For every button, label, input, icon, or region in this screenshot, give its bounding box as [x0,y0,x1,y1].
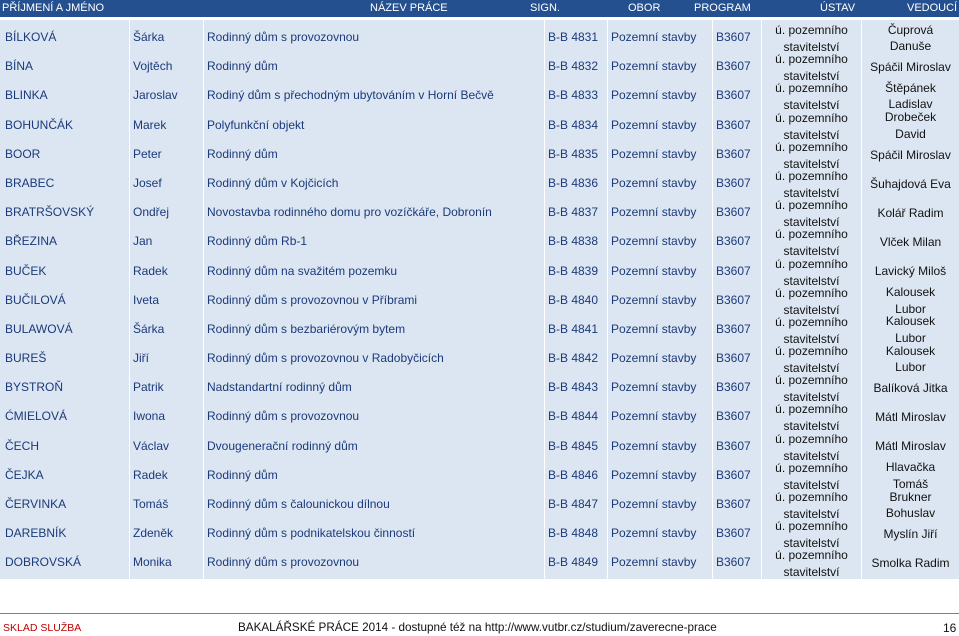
thesis-title-text: Rodinný dům s provozovnou v Radobyčicích [207,351,444,366]
department-text: ú. pozemního stavitelství [775,198,848,230]
thesis-title-text: Rodiný dům s přechodným ubytováním v Horní Bečvě [207,88,494,103]
study-program-text: B3607 [716,146,751,161]
study-program-text: B3607 [716,380,751,395]
study-program-text: B3607 [716,292,751,307]
surname-text: ČECH [5,438,40,453]
department-cell [762,487,862,522]
table-row [0,341,959,376]
field-of-study-text: Pozemní stavby [611,117,697,132]
department-text: ú. pozemního stavitelství [775,81,848,113]
table-row [0,487,959,521]
table-row [0,458,959,492]
field-of-study-text: Pozemní stavby [611,146,697,161]
department-text: ú. pozemního stavitelství [775,490,848,521]
department-cell [762,166,862,201]
signature-text: B-B 4834 [548,117,599,132]
table-row [0,224,959,259]
table-row [0,370,959,405]
supervisor-text: Kolář Radim [877,205,944,220]
department-text: ú. pozemního stavitelství [775,139,848,171]
department-cell [762,312,862,347]
field-of-study-text: Pozemní stavby [611,467,697,482]
supervisor-cell [862,487,959,522]
department-text: ú. pozemního stavitelství [775,314,848,346]
header-signature-column: SIGN. [530,2,560,14]
supervisor-text: Spáčil Miroslav [870,59,951,74]
surname-text: ČEJKA [5,467,44,482]
department-text: ú. pozemního stavitelství [775,460,848,492]
department-cell [762,108,862,143]
supervisor-text: Kalousek Lubor [885,343,936,375]
thesis-title-text: Rodinný dům v Kojčicích [207,175,339,190]
department-cell [762,516,862,551]
field-of-study-text: Pozemní stavby [611,59,697,74]
signature-text: B-B 4836 [548,175,599,190]
first-name-text: Jan [133,234,153,249]
department-text: ú. pozemního stavitelství [775,52,848,84]
supervisor-cell [862,545,959,580]
study-program-text: B3607 [716,263,751,278]
supervisor-cell [862,341,959,376]
supervisor-text: Mátl Miroslav [875,410,946,425]
table-row [0,20,959,54]
first-name-text: Šárka [133,30,165,44]
department-cell [762,341,862,376]
thesis-title-text: Rodinný dům Rb-1 [207,234,308,249]
department-text: ú. pozemního stavitelství [775,285,848,317]
thesis-title-text: Novostavba rodinného domu pro vozíčkáře, Dobronín [207,205,492,220]
supervisor-text: Myslín Jiří [883,526,938,541]
surname-text: ČERVINKA [5,497,67,511]
department-cell [762,224,862,259]
signature-text: B-B 4833 [548,88,599,103]
signature-text: B-B 4847 [548,497,599,511]
surname-text: BOOR [5,146,41,161]
signature-text: B-B 4837 [548,205,599,220]
department-text: ú. pozemního stavitelství [775,168,848,200]
first-name-text: Zdeněk [133,526,174,541]
study-program-text: B3607 [716,117,751,132]
first-name-text: Radek [133,263,168,278]
footer-catalog-note: BAKALÁŘSKÉ PRÁCE 2014 - dostupné též na http://www.vutbr.cz/studium/zaverecne-prace [238,621,717,634]
supervisor-text: Hlavačka Tomáš [885,460,936,491]
thesis-title-text: Nadstandartní rodinný dům [207,380,352,395]
table-row [0,49,959,84]
surname-text: BÍLKOVÁ [5,30,57,44]
surname-text: BULAWOVÁ [5,321,73,336]
study-program-text: B3607 [716,321,751,336]
study-program-text: B3607 [716,467,751,482]
department-cell [762,137,862,172]
field-of-study-text: Pozemní stavby [611,88,697,103]
signature-text: B-B 4844 [548,409,599,424]
surname-text: BUČEK [5,263,47,278]
study-program-text: B3607 [716,205,751,220]
department-text: ú. pozemního stavitelství [775,227,848,259]
department-text: ú. pozemního stavitelství [775,548,848,580]
department-text: ú. pozemního stavitelství [775,256,848,288]
table-row [0,429,959,463]
surname-text: BUČILOVÁ [5,292,66,307]
first-name-text: Patrik [133,380,164,395]
table-header [0,0,959,17]
signature-text: B-B 4849 [548,555,599,570]
table-row [0,78,959,113]
department-text: ú. pozemního stavitelství [775,402,848,434]
thesis-title-text: Rodinný dům s bezbariérovým bytem [207,321,406,336]
thesis-title-text: Dvougenerační rodinný dům [207,438,358,453]
department-cell [762,545,862,580]
header-supervisor-column: VEDOUCÍ [907,2,958,14]
footer-divider [0,613,959,614]
field-of-study-text: Pozemní stavby [611,234,697,249]
department-cell [762,20,862,55]
department-cell [762,399,862,434]
supervisor-cell [862,108,959,143]
department-text: ú. pozemního stavitelství [775,373,848,405]
field-of-study-text: Pozemní stavby [611,409,697,424]
surname-text: BRABEC [5,175,55,190]
supervisor-text: Smolka Radim [871,556,950,571]
thesis-title-text: Rodinný dům s provozovnou v Příbrami [207,292,418,307]
thesis-title-text: Rodinný dům [207,146,278,161]
study-program-text: B3607 [716,30,751,44]
table-row [0,399,959,434]
department-cell [762,283,862,318]
surname-text: BLINKA [5,88,48,103]
signature-text: B-B 4843 [548,380,599,395]
study-program-text: B3607 [716,351,751,366]
surname-text: DOBROVSKÁ [5,555,82,570]
table-row [0,283,959,317]
department-cell [762,254,862,289]
header-department-column: ÚSTAV [820,2,856,14]
first-name-text: Peter [133,146,162,161]
signature-text: B-B 4848 [548,526,599,541]
footer-label: SKLAD SLUŽBA [3,622,82,634]
field-of-study-text: Pozemní stavby [611,263,697,278]
thesis-title-cell [204,545,545,580]
table-row [0,312,959,346]
supervisor-text: Brukner Bohuslav [885,489,936,520]
department-text: ú. pozemního stavitelství [775,110,848,142]
study-program-text: B3607 [716,438,751,453]
thesis-table-body [0,20,959,580]
thesis-title-text: Rodinný dům s provozovnou [207,409,360,424]
first-name-text: Šárka [133,321,165,336]
department-cell [762,49,862,84]
study-program-text: B3607 [716,555,751,570]
supervisor-text: Štěpánek Ladislav [885,80,936,112]
department-cell [762,370,862,405]
department-cell [762,458,862,493]
header-program-column: PROGRAM [694,2,751,14]
department-cell [762,78,862,113]
field-of-study-text: Pozemní stavby [611,292,697,307]
study-program-text: B3607 [716,59,751,74]
thesis-title-text: Rodinný dům s provozovnou [207,555,360,570]
supervisor-text: Kalousek Lubor [885,285,936,316]
field-of-study-text: Pozemní stavby [611,205,697,220]
field-of-study-cell [608,545,713,580]
surname-text: BŘEZINA [5,234,58,249]
study-program-text: B3607 [716,526,751,541]
supervisor-text: Lavický Miloš [874,264,947,279]
field-of-study-text: Pozemní stavby [611,380,697,395]
department-text: ú. pozemního stavitelství [775,23,848,54]
first-name-text: Monika [133,555,172,570]
thesis-title-text: Polyfunkční objekt [207,117,305,132]
signature-text: B-B 4840 [548,292,599,307]
table-row [0,545,959,580]
surname-text: BYSTROŇ [5,380,64,395]
department-text: ú. pozemního stavitelství [775,431,848,463]
thesis-title-text: Rodinný dům [207,467,278,482]
department-text: ú. pozemního stavitelství [775,344,848,376]
department-cell [762,195,862,230]
signature-text: B-B 4838 [548,234,599,249]
thesis-title-text: Rodinný dům s podnikatelskou činností [207,526,416,541]
first-name-text: Tomáš [133,497,169,511]
page-number: 16 [943,621,957,635]
supervisor-cell [862,20,959,55]
supervisor-text: Čuprová Danuše [887,22,934,53]
signature-text: B-B 4831 [548,30,599,44]
department-text: ú. pozemního stavitelství [775,519,848,551]
first-name-text: Radek [133,467,168,482]
supervisor-text: Drobeček David [884,110,937,141]
signature-text: B-B 4839 [548,263,599,278]
signature-text: B-B 4842 [548,351,599,366]
supervisor-text: Šuhajdová Eva [870,176,951,191]
table-row [0,166,959,200]
field-of-study-text: Pozemní stavby [611,438,697,453]
study-program-text: B3607 [716,88,751,103]
first-name-text: Marek [133,117,167,132]
signature-text: B-B 4841 [548,321,599,336]
first-name-text: Václav [133,438,170,453]
table-row [0,108,959,142]
first-name-text: Ondřej [133,205,170,220]
surname-text: ĆMIELOVÁ [5,409,68,424]
study-program-text: B3607 [716,175,751,190]
table-row [0,195,959,230]
surname-text: BRATRŠOVSKÝ [5,205,95,220]
department-cell [762,429,862,464]
surname-text: BÍNA [5,59,34,74]
header-field-column: OBOR [628,2,661,14]
field-of-study-text: Pozemní stavby [611,351,697,366]
field-of-study-text: Pozemní stavby [611,175,697,190]
surname-text: BUREŠ [5,351,47,366]
first-name-text: Jaroslav [133,88,178,103]
signature-text: B-B 4835 [548,146,599,161]
first-name-cell [130,545,204,580]
study-program-text: B3607 [716,234,751,249]
surname-text: DAREBNÍK [5,526,67,541]
field-of-study-text: Pozemní stavby [611,555,697,570]
supervisor-text: Kalousek Lubor [885,314,936,345]
first-name-text: Iwona [133,409,166,424]
signature-cell [545,545,608,580]
thesis-title-text: Rodinný dům [207,59,278,74]
supervisor-text: Vlček Milan [879,235,942,250]
signature-text: B-B 4846 [548,467,599,482]
surname-cell [0,545,130,580]
supervisor-text: Balíková Jitka [873,381,948,395]
first-name-text: Josef [133,175,162,190]
first-name-text: Iveta [133,292,160,307]
table-row [0,254,959,288]
study-program-text: B3607 [716,497,751,511]
first-name-text: Vojtěch [133,59,173,74]
header-name-column: PŘÍJMENÍ A JMÉNO [2,2,105,14]
signature-text: B-B 4832 [548,59,599,74]
signature-text: B-B 4845 [548,438,599,453]
field-of-study-text: Pozemní stavby [611,30,697,44]
thesis-title-text: Rodinný dům s čalounickou dílnou [207,497,390,511]
field-of-study-text: Pozemní stavby [611,526,697,541]
first-name-text: Jiří [133,351,149,366]
study-program-text: B3607 [716,409,751,424]
field-of-study-text: Pozemní stavby [611,497,697,511]
supervisor-text: Spáčil Miroslav [870,147,951,162]
table-row [0,137,959,171]
header-title-column: NÁZEV PRÁCE [370,2,448,14]
study-program-cell [713,545,762,580]
thesis-title-text: Rodinný dům na svažitém pozemku [207,263,398,278]
supervisor-text: Mátl Miroslav [875,439,946,454]
table-row [0,516,959,551]
thesis-title-text: Rodinný dům s provozovnou [207,30,360,44]
field-of-study-text: Pozemní stavby [611,321,697,336]
surname-text: BOHUNČÁK [5,117,74,132]
